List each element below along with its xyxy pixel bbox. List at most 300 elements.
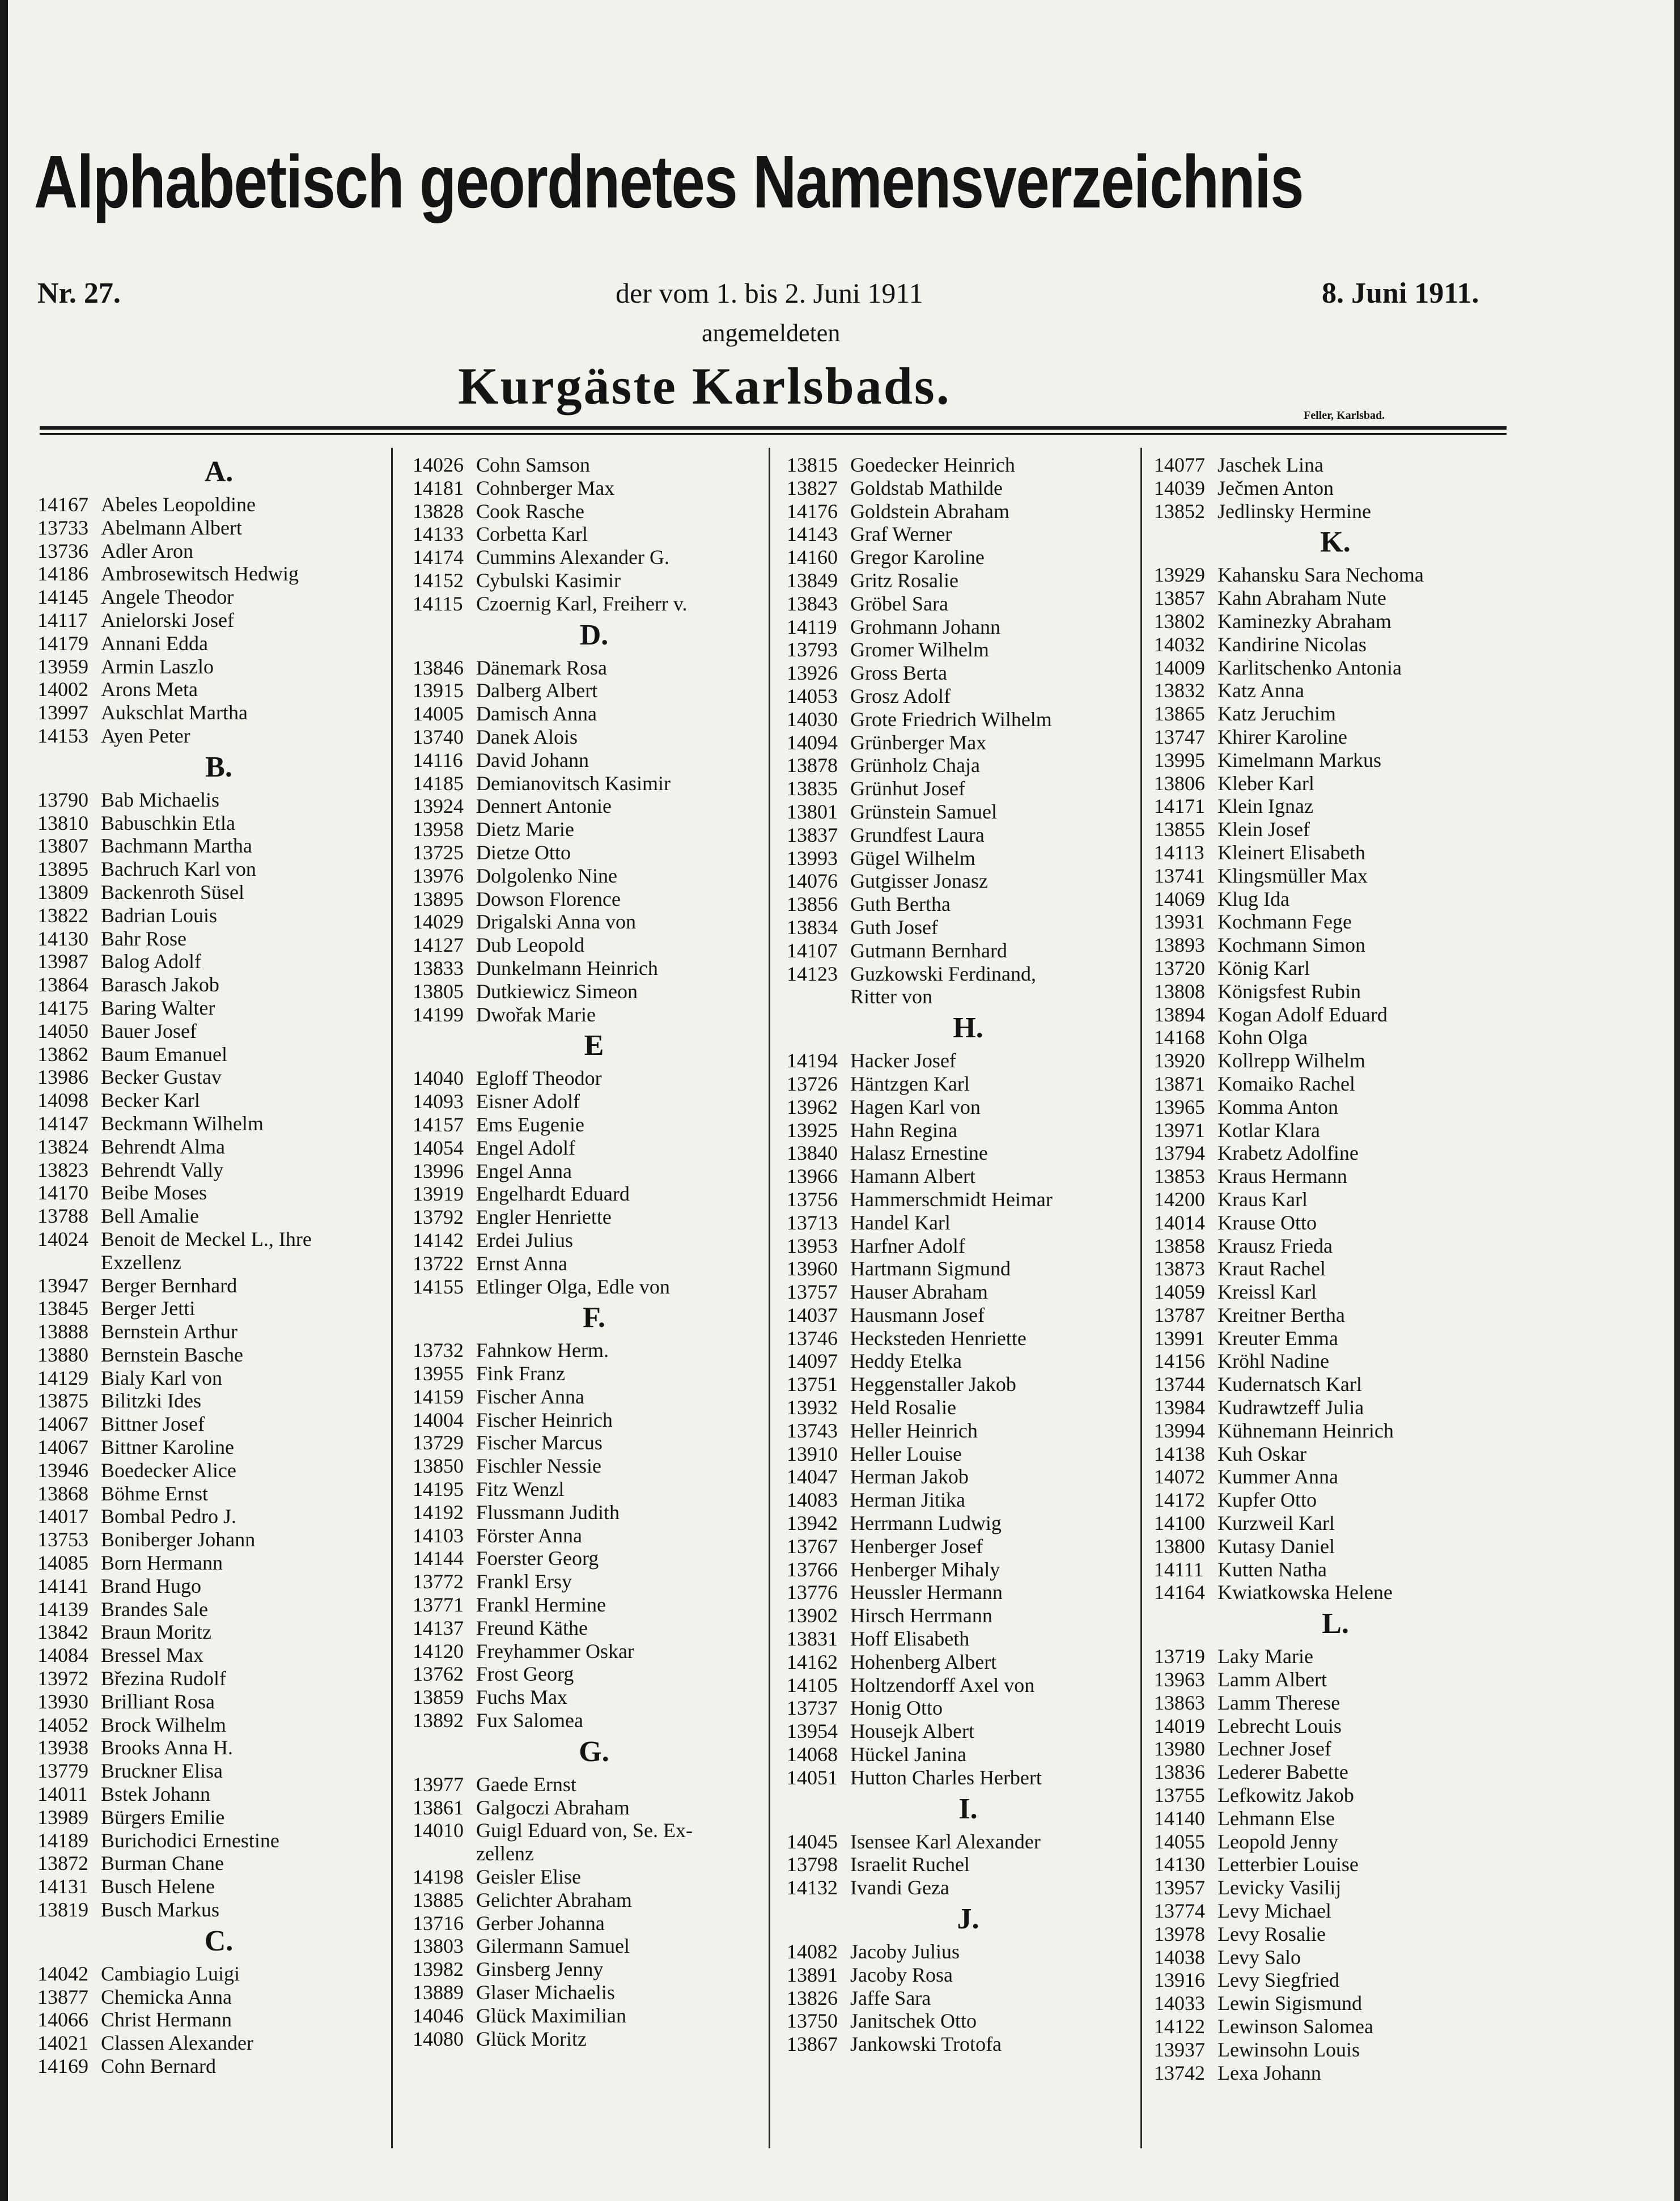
entry-number: 14026	[413, 453, 464, 476]
name-entry	[37, 1783, 400, 1806]
entry-number: 14059	[1154, 1280, 1205, 1304]
entry-number: 14130	[1154, 1853, 1205, 1876]
entry-name: Bachruch Karl von	[101, 858, 256, 881]
entry-name: Lewin Sigismund	[1217, 1992, 1363, 2015]
entry-name: Jedlinsky Hermine	[1217, 499, 1371, 523]
entry-number: 13894	[1154, 1003, 1205, 1026]
name-entry	[787, 1465, 1149, 1488]
entry-name: Held Rosalie	[850, 1396, 956, 1419]
name-entry	[787, 685, 1149, 708]
entry-name: Etlinger Olga, Edle von	[476, 1275, 670, 1298]
name-entry	[1154, 841, 1517, 864]
name-entry	[787, 661, 1149, 685]
name-entry	[37, 1528, 400, 1551]
entry-number: 13865	[1154, 702, 1205, 726]
entry-number: 13853	[1154, 1165, 1205, 1188]
name-entry	[37, 1343, 400, 1367]
entry-name: Ayen Peter	[101, 724, 190, 747]
entry-name: Kwiatkowska Helene	[1217, 1581, 1393, 1604]
entry-name: Grundfest Laura	[850, 823, 985, 846]
entry-number: 14011	[37, 1783, 88, 1806]
name-entry	[37, 996, 400, 1020]
name-entry	[37, 1962, 400, 1986]
name-entry	[413, 1339, 775, 1362]
entry-number: 14103	[413, 1524, 464, 1547]
entry-name: Hückel Janina	[850, 1743, 966, 1766]
entry-name: Dwořak Marie	[476, 1003, 596, 1026]
entry-number: 13989	[37, 1805, 88, 1829]
entry-number: 13836	[1154, 1761, 1205, 1784]
entry-number: 14005	[413, 702, 464, 726]
entry-number: 13831	[787, 1627, 838, 1651]
entry-number: 14194	[787, 1049, 838, 1072]
entry-number: 13946	[37, 1458, 88, 1482]
entry-name: Brock Wilhelm	[101, 1713, 226, 1736]
name-entry	[787, 500, 1149, 523]
name-entry	[1154, 1049, 1517, 1072]
name-entry	[37, 1986, 400, 2009]
name-entry	[413, 1385, 775, 1409]
entry-name: Dietze Otto	[476, 841, 571, 864]
entry-name: Guth Josef	[850, 915, 938, 939]
entry-name: Kleinert Elisabeth	[1217, 841, 1365, 864]
entry-number: 13776	[787, 1581, 838, 1604]
entry-number: 13798	[787, 1853, 838, 1876]
entry-name: Heussler Hermann	[850, 1581, 1003, 1604]
name-entry	[787, 1304, 1149, 1327]
entry-name: Angele Theodor	[101, 586, 234, 609]
name-entry	[413, 2028, 775, 2051]
entry-number: 13767	[787, 1534, 838, 1558]
name-entry	[37, 927, 400, 951]
name-entry	[1154, 1876, 1517, 1899]
name-entry	[1154, 633, 1517, 656]
entry-number: 14093	[413, 1090, 464, 1113]
name-entry	[37, 586, 400, 609]
entry-name: Kupfer Otto	[1217, 1488, 1317, 1512]
name-entry	[787, 1280, 1149, 1304]
name-entry	[37, 881, 400, 904]
name-entry	[1154, 772, 1517, 795]
entry-number: 13834	[787, 915, 838, 939]
entry-name: Lamm Therese	[1217, 1691, 1340, 1714]
entry-name: Königsfest Rubin	[1217, 979, 1361, 1003]
entry-name: Bab Michaelis	[101, 788, 219, 811]
entry-name: Herrmann Ludwig	[850, 1512, 1002, 1535]
entry-number: 14170	[37, 1181, 88, 1205]
entry-number: 14129	[37, 1366, 88, 1389]
section-letter: H.	[953, 1012, 983, 1045]
entry-number: 14137	[413, 1616, 464, 1639]
name-entry	[787, 939, 1149, 962]
entry-name: Krabetz Adolfine	[1217, 1142, 1359, 1165]
entry-number: 13862	[37, 1042, 88, 1066]
entry-name: Bittner Josef	[101, 1413, 205, 1436]
name-entry	[413, 500, 775, 523]
name-entry	[37, 1714, 400, 1737]
name-entry	[37, 834, 400, 858]
name-entry	[1154, 1807, 1517, 1830]
name-entry	[1154, 1899, 1517, 1923]
entry-name: Gromer Wilhelm	[850, 638, 989, 661]
entry-name: Lechner Josef	[1217, 1737, 1331, 1761]
entry-number: 14127	[413, 934, 464, 957]
entry-number: 14131	[37, 1875, 88, 1898]
name-entry	[413, 1663, 775, 1686]
name-entry	[37, 1089, 400, 1112]
name-entry	[787, 546, 1149, 569]
section-letter: K.	[1320, 526, 1351, 559]
name-entry	[787, 1488, 1149, 1512]
entry-name: Jankowski Trotofa	[850, 2033, 1002, 2056]
name-entry	[37, 1320, 400, 1343]
page-title: Alphabetisch geordnetes Namensverzeichnis	[34, 140, 1304, 223]
entry-name: Hirsch Herrmann	[850, 1604, 992, 1627]
name-entry	[37, 973, 400, 996]
entry-number: 13792	[413, 1206, 464, 1229]
entry-name: Kandirine Nicolas	[1217, 633, 1367, 656]
name-entry	[37, 1459, 400, 1482]
entry-name: Kahn Abraham Nute	[1217, 587, 1386, 610]
entry-name: Bell Amalie	[101, 1205, 199, 1228]
entry-name: Ambrosewitsch Hedwig	[101, 562, 299, 586]
entry-number: 13787	[1154, 1303, 1205, 1326]
entry-name: Born Hermann	[101, 1551, 223, 1575]
name-entry	[413, 1865, 775, 1889]
name-entry	[413, 864, 775, 888]
entry-number: 13793	[787, 638, 838, 661]
name-entry	[1154, 1969, 1517, 1992]
name-entry	[787, 777, 1149, 800]
entry-number: 14164	[1154, 1581, 1205, 1604]
name-entry	[787, 985, 1149, 1008]
entry-name: Hagen Karl von	[850, 1095, 981, 1118]
name-entry	[413, 795, 775, 818]
name-entry	[413, 679, 775, 702]
entry-number: 13947	[37, 1274, 88, 1297]
entry-name: Isensee Karl Alexander	[850, 1830, 1041, 1853]
entry-name: Frankl Ersy	[476, 1570, 572, 1593]
name-entry	[37, 678, 400, 701]
name-entry	[1154, 1350, 1517, 1373]
entry-name: Lewinson Salomea	[1217, 2015, 1373, 2038]
entry-number: 13762	[413, 1663, 464, 1686]
entry-name: Heller Louise	[850, 1442, 962, 1465]
entry-number: 13837	[787, 823, 838, 846]
entry-number: 13958	[413, 818, 464, 841]
entry-number: 14069	[1154, 887, 1205, 910]
name-entry	[37, 562, 400, 586]
entry-number: 13835	[787, 777, 838, 800]
entry-number: 14038	[1154, 1945, 1205, 1969]
entry-number: 13878	[787, 754, 838, 777]
entry-name: Brilliant Rosa	[101, 1690, 215, 1713]
entry-name: Heggenstaller Jakob	[850, 1373, 1016, 1396]
entry-name: Levy Michael	[1217, 1899, 1331, 1923]
entry-name: Cook Rasche	[476, 499, 584, 523]
entry-number: 13846	[413, 656, 464, 679]
name-entry	[1154, 1119, 1517, 1142]
name-entry	[1154, 1668, 1517, 1691]
name-entry	[787, 1558, 1149, 1581]
entry-number: 13925	[787, 1118, 838, 1142]
entry-number: 14133	[413, 523, 464, 546]
entry-number: 14130	[37, 927, 88, 950]
entry-name: Henberger Mihaly	[850, 1558, 1000, 1581]
name-entry	[787, 800, 1149, 824]
name-entry	[37, 540, 400, 563]
entry-name: Anielorski Josef	[101, 608, 234, 631]
entry-number: 14168	[1154, 1026, 1205, 1049]
name-entry	[413, 818, 775, 841]
name-entry	[413, 1182, 775, 1206]
entry-name: Hoff Elisabeth	[850, 1627, 970, 1651]
entry-number: 13751	[787, 1373, 838, 1396]
name-entry	[37, 1898, 400, 1922]
entry-number: 14145	[37, 586, 88, 609]
entry-number: 13877	[37, 1985, 88, 2008]
name-entry	[1154, 1645, 1517, 1668]
entry-number: 13806	[1154, 771, 1205, 795]
name-entry	[413, 453, 775, 477]
scan-right-edge	[1674, 0, 1680, 2201]
entry-number: 14046	[413, 2004, 464, 2027]
entry-name: Kröhl Nadine	[1217, 1350, 1329, 1373]
entry-name: Dolgolenko Nine	[476, 864, 617, 887]
entry-number: 13858	[1154, 1234, 1205, 1257]
entry-number: 13920	[1154, 1049, 1205, 1072]
name-entry	[1154, 1327, 1517, 1350]
entry-number: 14107	[787, 939, 838, 962]
entry-name: Komma Anton	[1217, 1095, 1338, 1118]
entry-name: Jacoby Julius	[850, 1940, 960, 1963]
name-entry	[37, 701, 400, 724]
entry-number: 13910	[787, 1442, 838, 1465]
entry-name: Braun Moritz	[101, 1621, 211, 1644]
name-entry	[787, 1987, 1149, 2010]
name-entry	[1154, 888, 1517, 911]
entry-name: Bittner Karoline	[101, 1436, 234, 1459]
name-entry	[1154, 1304, 1517, 1327]
entry-number: 14009	[1154, 656, 1205, 679]
entry-number: 14042	[37, 1962, 88, 1985]
name-entry	[1154, 1257, 1517, 1280]
entry-name: Dietz Marie	[476, 818, 574, 841]
name-entry	[37, 655, 400, 678]
name-entry	[1154, 656, 1517, 680]
entry-name: Boedecker Alice	[101, 1458, 236, 1482]
name-entry	[1154, 477, 1517, 500]
entry-number: 14100	[1154, 1512, 1205, 1535]
section-letter: L.	[1322, 1608, 1349, 1640]
name-entry	[787, 592, 1149, 616]
entry-number: 13962	[787, 1095, 838, 1118]
entry-number: 13984	[1154, 1396, 1205, 1419]
name-entry	[37, 493, 400, 516]
entry-number: 14067	[37, 1436, 88, 1459]
entry-number: 13982	[413, 1958, 464, 1981]
name-entry	[1154, 1558, 1517, 1581]
name-entry	[37, 1413, 400, 1436]
entry-name: Brand Hugo	[101, 1574, 201, 1597]
section-letter: A.	[204, 456, 234, 488]
entry-number: 14052	[37, 1713, 88, 1736]
entry-number: 13729	[413, 1431, 464, 1454]
name-entry	[1154, 500, 1517, 523]
entry-number: 13959	[37, 655, 88, 678]
name-entry	[37, 1482, 400, 1505]
entry-name: Frankl Hermine	[476, 1593, 606, 1617]
entry-name: Gelichter Abraham	[476, 1888, 632, 1911]
name-entry	[1154, 1946, 1517, 1969]
name-entry	[37, 1020, 400, 1043]
entry-number: 14144	[413, 1547, 464, 1570]
entry-number: 13790	[37, 788, 88, 811]
name-entry	[1154, 1992, 1517, 2015]
name-entry	[413, 1547, 775, 1570]
name-entry	[413, 1501, 775, 1524]
entry-name: Leopold Jenny	[1217, 1830, 1338, 1853]
entry-name: Aukschlat Martha	[101, 701, 248, 724]
entry-name: David Johann	[476, 748, 589, 771]
entry-number: 14192	[413, 1500, 464, 1524]
entry-number: 14066	[37, 2008, 88, 2032]
entry-number: 13902	[787, 1604, 838, 1627]
entry-number: 13852	[1154, 499, 1205, 523]
entry-number: 14113	[1154, 841, 1204, 864]
entry-name: Levy Rosalie	[1217, 1922, 1326, 1945]
name-entry	[37, 1759, 400, 1783]
name-entry	[37, 950, 400, 973]
name-entry	[787, 1627, 1149, 1651]
entry-name: Adler Aron	[101, 539, 193, 562]
entry-name: Busch Helene	[101, 1875, 215, 1898]
entry-name: Heddy Etelka	[850, 1350, 962, 1373]
entry-name: Busch Markus	[101, 1898, 219, 1922]
entry-number: 13867	[787, 2033, 838, 2056]
entry-name: Gröbel Sara	[850, 592, 948, 615]
section-letter: C.	[204, 1924, 234, 1957]
entry-name: Levy Salo	[1217, 1945, 1301, 1969]
entry-name: Engel Adolf	[476, 1136, 575, 1159]
name-entry	[787, 1072, 1149, 1096]
entry-number: 14085	[37, 1551, 88, 1575]
entry-number: 13807	[37, 834, 88, 858]
name-entry	[787, 1211, 1149, 1235]
entry-number: 13976	[413, 864, 464, 887]
entry-number: 13719	[1154, 1645, 1205, 1668]
entry-name: Guigl Eduard von, Se. Ex-	[476, 1819, 693, 1842]
entry-name: Brandes Sale	[101, 1597, 208, 1621]
entry-name: Hamann Albert	[850, 1165, 975, 1188]
name-entry	[413, 1454, 775, 1478]
entry-number: 13805	[413, 979, 464, 1003]
name-entry	[787, 1963, 1149, 1987]
name-entry	[787, 1853, 1149, 1876]
name-entry	[37, 1274, 400, 1297]
name-entry	[413, 1640, 775, 1663]
name-entry	[787, 1119, 1149, 1142]
entry-number: 13803	[413, 1935, 464, 1958]
entry-name: Gilermann Samuel	[476, 1935, 630, 1958]
name-entry	[413, 1773, 775, 1796]
entry-name: Häntzgen Karl	[850, 1072, 970, 1095]
entry-name: Fink Franz	[476, 1362, 565, 1385]
name-entry	[787, 1096, 1149, 1119]
entry-number: 14050	[37, 1019, 88, 1042]
entry-number: 14033	[1154, 1992, 1205, 2015]
entry-number: 14155	[413, 1275, 464, 1298]
entry-name: Ginsberg Jenny	[476, 1958, 604, 1981]
name-entry	[413, 1617, 775, 1640]
name-entry	[37, 1043, 400, 1066]
entry-number: 13855	[1154, 818, 1205, 841]
entry-name: Bauer Josef	[101, 1019, 197, 1042]
entry-number: 14021	[37, 2032, 88, 2055]
name-entry	[37, 724, 400, 748]
entry-name: Gügel Wilhelm	[850, 846, 975, 870]
entry-name: Komaiko Rachel	[1217, 1072, 1355, 1095]
entry-name: Israelit Ruchel	[850, 1853, 970, 1876]
entry-number: 14171	[1154, 795, 1205, 818]
entry-number: 13833	[413, 956, 464, 979]
entry-number: 14189	[37, 1829, 88, 1852]
name-entry	[413, 1136, 775, 1160]
name-entry	[787, 1443, 1149, 1466]
entry-name: Fischler Nessie	[476, 1454, 601, 1478]
entry-name: Kimelmann Markus	[1217, 748, 1381, 771]
name-entry	[1154, 1581, 1517, 1604]
entry-name: Bruckner Elisa	[101, 1759, 223, 1783]
name-entry	[1154, 453, 1517, 477]
entry-number: 13819	[37, 1898, 88, 1922]
entry-number: 13744	[1154, 1373, 1205, 1396]
entry-number: 14014	[1154, 1211, 1205, 1234]
entry-name: Geisler Elise	[476, 1865, 581, 1889]
entry-number: 13895	[413, 887, 464, 910]
entry-name: Grosz Adolf	[850, 684, 951, 707]
entry-name: Kreitner Bertha	[1217, 1303, 1345, 1326]
name-entry	[1154, 1072, 1517, 1096]
entry-name: Bernstein Arthur	[101, 1320, 237, 1343]
entry-name: Hauser Abraham	[850, 1280, 988, 1304]
entry-name: Březina Rudolf	[101, 1667, 226, 1690]
name-entry	[37, 1806, 400, 1829]
entry-number: 13810	[37, 811, 88, 834]
entry-name: Heller Heinrich	[850, 1419, 978, 1442]
entry-name: Classen Alexander	[101, 2032, 253, 2055]
entry-number: 14175	[37, 996, 88, 1019]
entry-name: Fahnkow Herm.	[476, 1339, 609, 1362]
entry-number: 13826	[787, 1986, 838, 2009]
entry-name: Gross Berta	[850, 661, 947, 685]
entry-number: 14017	[37, 1505, 88, 1528]
entry-name: Harfner Adolf	[850, 1234, 965, 1257]
name-entry	[1154, 957, 1517, 980]
name-entry	[413, 749, 775, 772]
entry-name: Fischer Marcus	[476, 1431, 603, 1454]
entry-number: 13827	[787, 476, 838, 499]
name-entry	[413, 1686, 775, 1709]
entry-number: 13938	[37, 1736, 88, 1759]
entry-number: 13996	[413, 1159, 464, 1182]
entry-number: 14160	[787, 546, 838, 569]
name-entry	[1154, 1512, 1517, 1535]
entry-name: Beckmann Wilhelm	[101, 1112, 264, 1135]
name-entry	[787, 1188, 1149, 1211]
entry-name: Herman Jakob	[850, 1465, 969, 1488]
entry-name: Kochmann Fege	[1217, 910, 1352, 934]
